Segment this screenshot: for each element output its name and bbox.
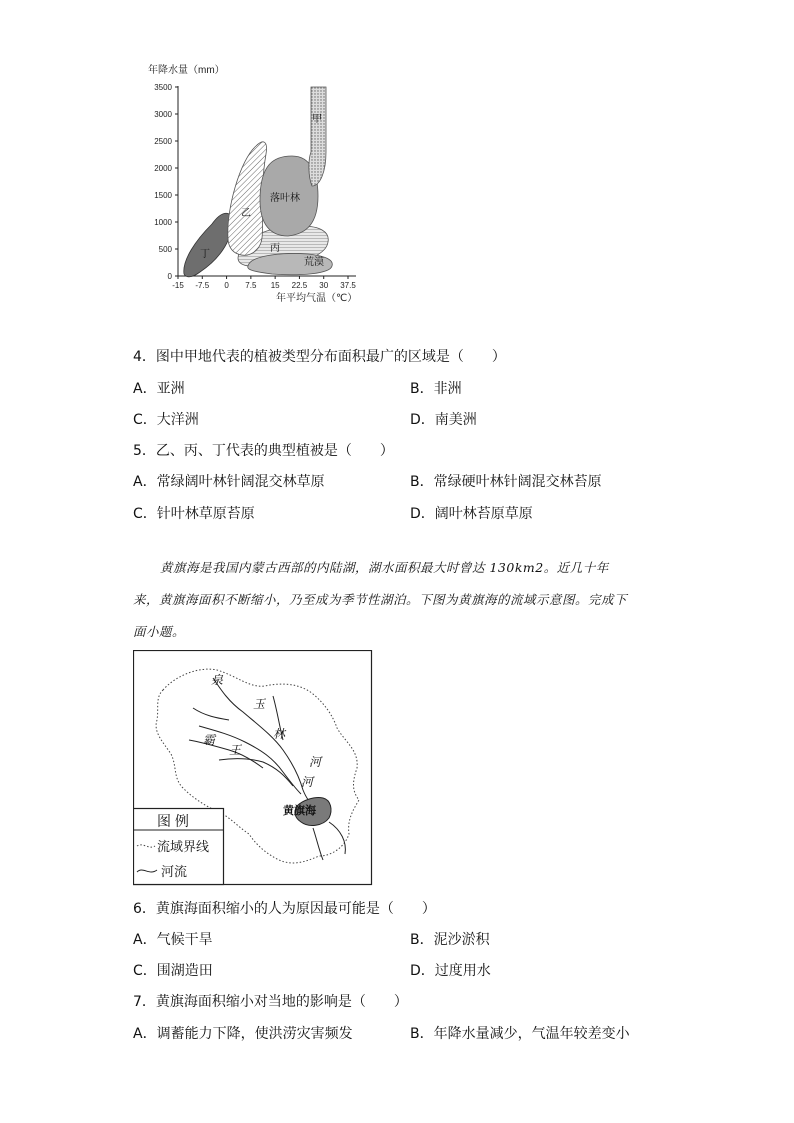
q4-option-d[interactable]: D．南美洲 — [410, 412, 477, 428]
legend-boundary-label: 流域界线 — [157, 839, 210, 854]
passage-line-3: 面小题。 — [133, 624, 186, 639]
river-char-quan: 泉 — [211, 673, 224, 687]
q6-option-c[interactable]: C．围湖造田 — [133, 963, 213, 979]
region-label-jia: 甲 — [312, 114, 322, 125]
region-ding — [184, 213, 232, 277]
river-char-ba: 霸 — [203, 733, 216, 747]
q6-option-d[interactable]: D．过度用水 — [410, 963, 491, 979]
watershed-map — [133, 650, 373, 886]
q4-option-a[interactable]: A．亚洲 — [133, 381, 185, 397]
region-jia — [309, 87, 326, 186]
x-tick-label: 0 — [224, 281, 229, 290]
q4-option-c[interactable]: C．大洋洲 — [133, 412, 199, 428]
x-tick-label: -15 — [172, 281, 184, 290]
q4-stem: 4．图中甲地代表的植被类型分布面积最广的区域是（ ） — [133, 349, 506, 365]
q6-option-a[interactable]: A．气候干旱 — [133, 932, 213, 948]
river-char-he-1: 河 — [309, 755, 322, 769]
y-tick-label: 3000 — [154, 110, 172, 119]
y-tick-label: 3500 — [154, 83, 172, 92]
q7-stem: 7．黄旗海面积缩小对当地的影响是（ ） — [133, 994, 408, 1010]
river-char-lin: 林 — [273, 727, 286, 741]
river-char-wang: 王 — [229, 743, 242, 757]
legend-river-label: 河流 — [161, 864, 188, 879]
passage-line-2: 来，黄旗海面积不断缩小，乃至成为季节性湖泊。下图为黄旗海的流域示意图。完成下 — [133, 592, 628, 607]
q5-option-b[interactable]: B．常绿硬叶林针阔混交林苔原 — [410, 474, 602, 490]
x-tick-label: 7.5 — [245, 281, 257, 290]
y-tick-label: 1000 — [154, 218, 172, 227]
river-char-he-2: 河 — [301, 775, 314, 789]
lake-label: 黄旗海 — [283, 805, 316, 817]
y-tick-label: 500 — [158, 245, 172, 254]
q4-option-b[interactable]: B．非洲 — [410, 381, 462, 397]
y-tick-label: 0 — [167, 272, 172, 281]
region-label-bing: 丙 — [270, 243, 280, 254]
x-tick-label: 30 — [319, 281, 329, 290]
q5-stem: 5．乙、丙、丁代表的典型植被是（ ） — [133, 443, 394, 459]
x-axis-label: 年平均气温（℃） — [276, 293, 358, 304]
y-tick-label: 1500 — [154, 191, 172, 200]
q7-option-b[interactable]: B．年降水量减少，气温年较差变小 — [410, 1026, 630, 1042]
x-tick-label: -7.5 — [195, 281, 210, 290]
x-tick-label: 22.5 — [291, 281, 308, 290]
q5-option-c[interactable]: C．针叶林草原苔原 — [133, 506, 255, 522]
y-tick-label: 2000 — [154, 164, 172, 173]
legend-title: 图 例 — [157, 813, 189, 829]
q7-option-a[interactable]: A．调蓄能力下降，使洪涝灾害频发 — [133, 1026, 353, 1042]
y-tick-label: 2500 — [154, 137, 172, 146]
q5-option-d[interactable]: D．阔叶林苔原草原 — [410, 506, 533, 522]
passage-line-1: 黄旗海是我国内蒙古西部的内陆湖，湖水面积最大时曾达 130km2。近几十年 — [160, 560, 609, 575]
q5-option-a[interactable]: A．常绿阔叶林针阔混交林草原 — [133, 474, 325, 490]
region-label-yi: 乙 — [241, 208, 251, 219]
river-char-yu: 玉 — [253, 697, 266, 711]
q6-stem: 6．黄旗海面积缩小的人为原因最可能是（ ） — [133, 901, 436, 917]
y-axis-label: 年降水量（mm） — [148, 65, 225, 76]
climate-vegetation-chart — [140, 60, 370, 310]
region-label-deciduous: 落叶林 — [270, 193, 300, 204]
q6-option-b[interactable]: B．泥沙淤积 — [410, 932, 490, 948]
x-tick-label: 15 — [270, 281, 280, 290]
region-label-desert: 荒漠 — [304, 257, 324, 268]
region-label-ding: 丁 — [200, 249, 210, 260]
x-tick-label: 37.5 — [340, 281, 356, 290]
